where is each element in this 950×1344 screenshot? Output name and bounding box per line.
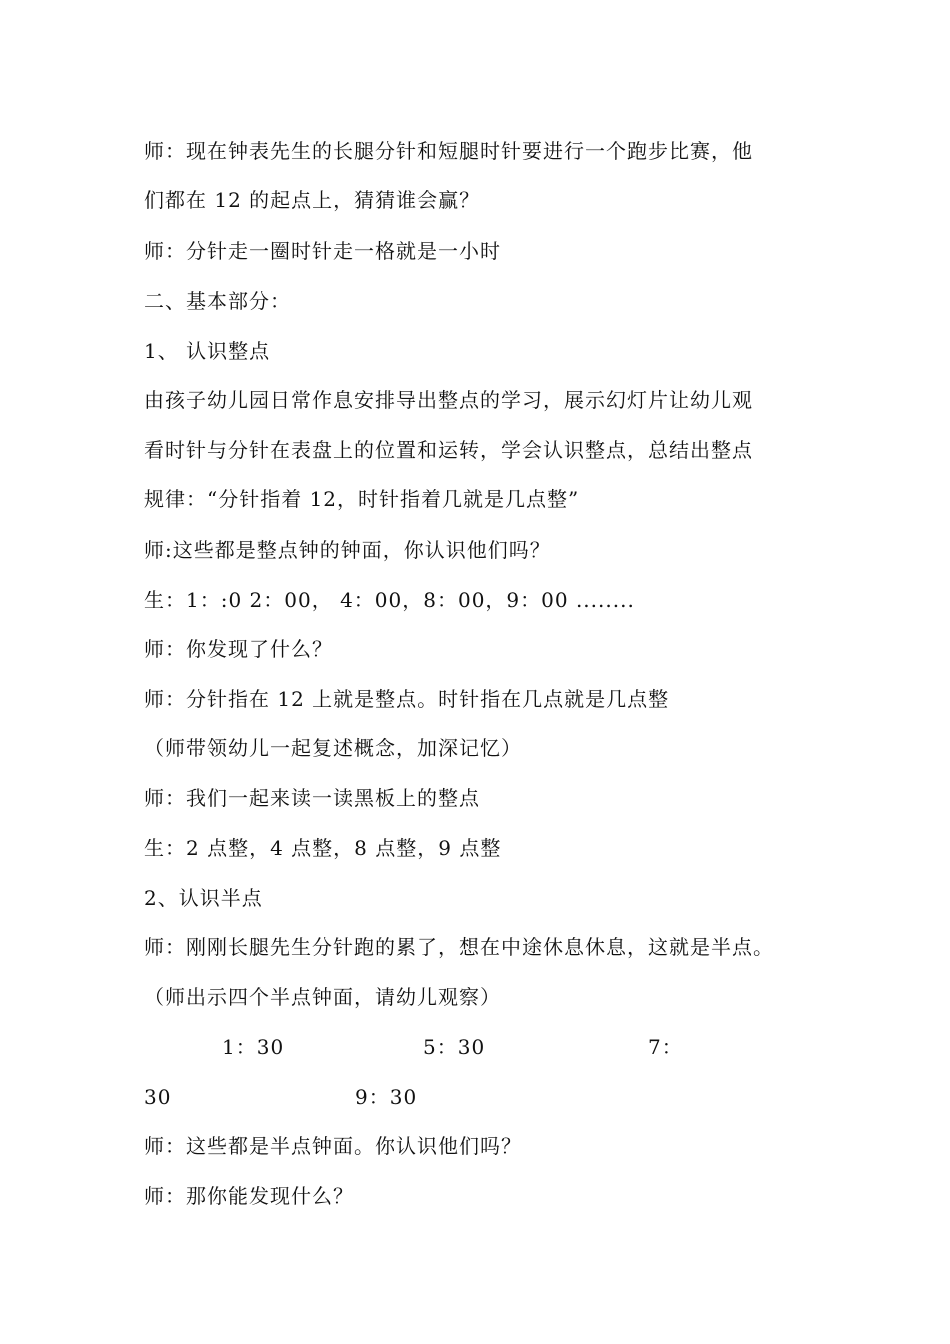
text-line-17: 师：刚刚长腿先生分针跑的累了，想在中途休息休息，这就是半点。 [144, 935, 774, 959]
text-line-22: 师：那你能发现什么？ [144, 1184, 354, 1208]
text-line-15: 生：2 点整，4 点整，8 点整，9 点整 [144, 836, 502, 860]
text-line-7: 看时针与分针在表盘上的位置和运转，学会认识整点，总结出整点 [144, 438, 753, 462]
time-label: 5：30 [423, 1035, 486, 1059]
text-line-3: 师：分针走一圈时针走一格就是一小时 [144, 239, 501, 263]
time-label: 7： [648, 1035, 683, 1059]
text-line-6: 由孩子幼儿园日常作息安排导出整点的学习，展示幻灯片让幼儿观 [144, 388, 753, 412]
subheading-whole-hour: 1、 认识整点 [144, 339, 271, 363]
text-line-10: 生：1：:0 2：00， 4：00，8：00，9：00 ........ [144, 588, 635, 612]
time-label: 30 [144, 1085, 172, 1109]
text-line-8: 规律：“分针指着 12，时针指着几就是几点整” [144, 487, 580, 511]
text-line-13: （师带领幼儿一起复述概念，加深记忆） [144, 736, 522, 760]
text-line-11: 师：你发现了什么？ [144, 637, 333, 661]
time-label: 9：30 [355, 1085, 418, 1109]
text-line-14: 师：我们一起来读一读黑板上的整点 [144, 786, 480, 810]
time-label: 1：30 [222, 1035, 285, 1059]
text-line-1: 师：现在钟表先生的长腿分针和短腿时针要进行一个跑步比赛，他 [144, 139, 753, 163]
subheading-half-hour: 2、认识半点 [144, 886, 263, 910]
text-line-9: 师:这些都是整点钟的钟面，你认识他们吗？ [144, 538, 551, 562]
text-line-18: （师出示四个半点钟面，请幼儿观察） [144, 985, 501, 1009]
text-line-12: 师：分针指在 12 上就是整点。时针指在几点就是几点整 [144, 687, 670, 711]
section-heading-basic: 二、基本部分： [144, 289, 291, 313]
text-line-21: 师：这些都是半点钟面。你认识他们吗？ [144, 1134, 522, 1158]
text-line-2: 们都在 12 的起点上，猜猜谁会赢？ [144, 188, 481, 212]
